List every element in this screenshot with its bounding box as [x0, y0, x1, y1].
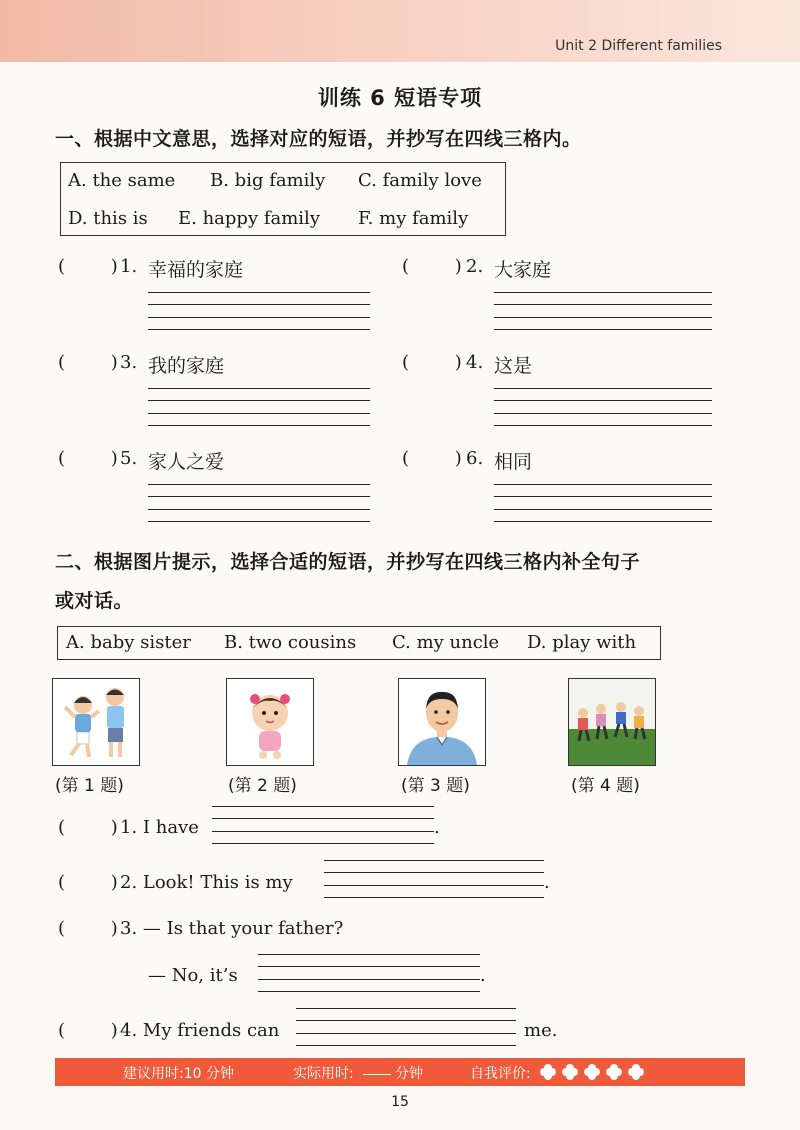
self-eval-label: 自我评价:	[470, 1066, 531, 1082]
option-b: B. big family	[210, 170, 326, 191]
writing-lines[interactable]	[324, 860, 544, 898]
footer-bar	[55, 1058, 745, 1086]
question-number: 5.	[120, 448, 138, 469]
writing-lines[interactable]	[212, 806, 434, 844]
writing-lines[interactable]	[148, 484, 370, 522]
question-text: 2. Look! This is my	[120, 872, 293, 893]
question-text: 相同	[494, 451, 533, 473]
answer-blank[interactable]: ( )	[58, 448, 118, 469]
caption-q3: (第 3 题)	[401, 776, 470, 796]
caption-q1: (第 1 题)	[55, 776, 124, 796]
question-text: 3. — Is that your father?	[120, 918, 344, 939]
picture-two-boys	[52, 678, 140, 766]
answer-blank[interactable]: ( )	[402, 448, 462, 469]
answer-blank[interactable]: ( )	[58, 817, 118, 838]
answer-blank[interactable]: ( )	[58, 918, 118, 939]
actual-time-label: 实际用时:	[293, 1066, 354, 1082]
answer-blank[interactable]: ( )	[58, 872, 118, 893]
part1-heading: 一、根据中文意思，选择对应的短语，并抄写在四线三格内。	[55, 128, 582, 150]
flower-rating-icon[interactable]	[539, 1063, 649, 1081]
question-text: 家人之爱	[148, 451, 225, 473]
question-text: 1. I have	[120, 817, 199, 838]
sentence-end: .	[544, 872, 550, 893]
option-c: C. family love	[358, 170, 482, 191]
caption-q2: (第 2 题)	[228, 776, 297, 796]
unit-label: Unit 2 Different families	[555, 38, 722, 54]
picture-man	[398, 678, 486, 766]
option-b: B. two cousins	[224, 632, 357, 653]
answer-blank[interactable]: ( )	[58, 256, 118, 277]
writing-lines[interactable]	[494, 292, 712, 330]
question-text: 这是	[494, 355, 533, 377]
question-number: 6.	[466, 448, 484, 469]
answer-blank[interactable]: ( )	[58, 352, 118, 373]
dialogue-reply: — No, it’s	[148, 965, 238, 986]
answer-blank[interactable]: ( )	[402, 256, 462, 277]
option-d: D. this is	[68, 208, 148, 229]
actual-time-input[interactable]	[363, 1062, 391, 1079]
caption-q4: (第 4 题)	[571, 776, 640, 796]
writing-lines[interactable]	[494, 484, 712, 522]
page-number: 15	[391, 1094, 409, 1110]
question-number: 2.	[466, 256, 484, 277]
option-d: D. play with	[527, 632, 637, 653]
writing-lines[interactable]	[494, 388, 712, 426]
writing-lines[interactable]	[258, 954, 480, 992]
question-number: 3.	[120, 352, 138, 373]
writing-lines[interactable]	[148, 388, 370, 426]
question-text: 大家庭	[494, 259, 552, 281]
picture-kids-playing	[568, 678, 656, 766]
page-title: 训练 6 短语专项	[317, 86, 483, 110]
question-number: 4.	[466, 352, 484, 373]
answer-blank[interactable]: ( )	[58, 1020, 118, 1041]
sentence-end: me.	[524, 1020, 558, 1041]
writing-lines[interactable]	[296, 1008, 516, 1046]
option-e: E. happy family	[178, 208, 320, 229]
option-c: C. my uncle	[392, 632, 500, 653]
answer-blank[interactable]: ( )	[402, 352, 462, 373]
actual-time-unit: 分钟	[395, 1066, 423, 1082]
option-f: F. my family	[358, 208, 469, 229]
question-text: 我的家庭	[148, 355, 225, 377]
suggested-time: 建议用时:10 分钟	[123, 1066, 234, 1082]
sentence-end: .	[434, 817, 440, 838]
part2-heading-cont: 或对话。	[55, 590, 134, 612]
sentence-end: .	[480, 965, 486, 986]
option-a: A. baby sister	[66, 632, 191, 653]
question-number: 1.	[120, 256, 138, 277]
writing-lines[interactable]	[148, 292, 370, 330]
part2-heading: 二、根据图片提示，选择合适的短语，并抄写在四线三格内补全句子	[55, 551, 641, 573]
question-text: 4. My friends can	[120, 1020, 280, 1041]
picture-baby-girl	[226, 678, 314, 766]
option-a: A. the same	[68, 170, 176, 191]
question-text: 幸福的家庭	[148, 259, 244, 281]
